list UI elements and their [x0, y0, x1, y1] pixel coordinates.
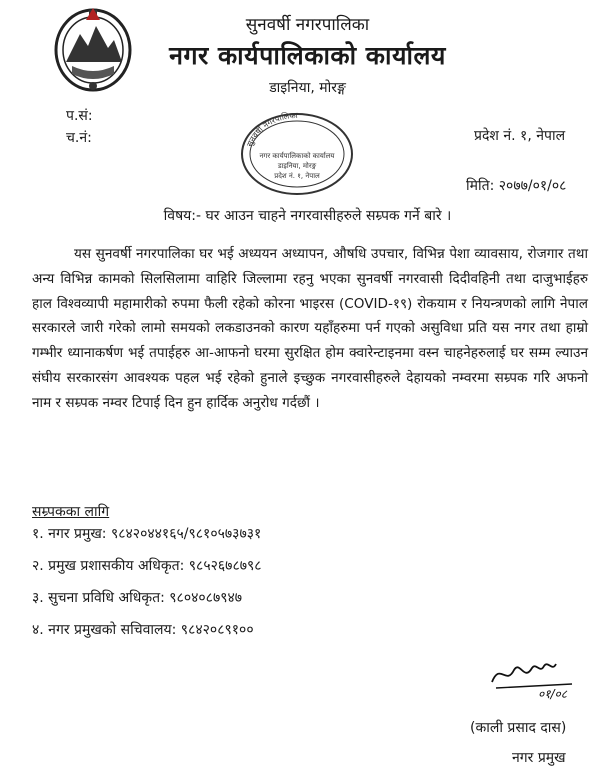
- contact-item-cao: २. प्रमुख प्रशासकीय अधिकृत: ९८५२६७८७९८: [32, 558, 262, 574]
- municipality-name: सुनवर्षी नगरपालिका: [245, 15, 370, 35]
- office-location: डाइनिया, मोरङ्ग: [269, 80, 346, 96]
- stamp-line1: नगर कार्यपालिकाको कार्यालय: [259, 152, 335, 160]
- stamp-line3: प्रदेश नं. १, नेपाल: [274, 172, 320, 180]
- contact-item-it-officer: ३. सुचना प्रविधि अधिकृत: ९८०४०८७९४७: [32, 590, 243, 606]
- handwritten-signature-icon: [486, 652, 586, 704]
- signer-name: (काली प्रसाद दास): [470, 720, 567, 736]
- body-paragraph: यस सुनवर्षी नगरपालिका घर भई अध्ययन अध्यापन, औषधि उपचार, विभिन्न पेशा व्यावसाय, रोजगार तथा अन्य विभिन्न कामको सिलसिलामा वाहिरि जिल्लामा रहनु भएका सुनवर्षी नगरवासी दिदीवहिनी तथा दाजुभाईहरु हाल विश्वव्यापी महामारीको रुपमा फैली रहेको कोरना भाइरस (COVID-१९) रोकयाम र नियन्त्रणको लागि नेपाल सरकारले जारी गरेको लामो समयको लकडाउनको कारण यहाँहरुमा पर्न गएको असुविधा प्रति यस नगर तथा हाम्रो गम्भीर ध्यानाकर्षण भई तपाईहरु आ-आफनो घरमा सुरक्षित होम क्वारेन्टाइनमा वस्न चाहनेहरुलाई घर सम्म ल्याउन संघीय सरकारसंग आवश्यक पहल भई रहेको हुनाले इच्छुक नगरवासीहरुले देहायको नम्वरमा सम्र्पक गरि अफनो नाम र सम्र्पक नम्वर टिपाई दिन हुन हार्दिक अनुरोध गर्दछौं ।: [32, 246, 588, 411]
- reference-cn-label: च.नं:: [66, 130, 92, 146]
- stamp-line2: डाइनिया, मोरङ्ग: [277, 162, 317, 170]
- contact-item-secretariat: ४. नगर प्रमुखको सचिवालय: ९८४२०८९१००: [32, 622, 254, 638]
- signer-title: नगर प्रमुख: [512, 750, 566, 766]
- reference-ps-label: प.सं:: [66, 108, 93, 124]
- contacts-heading: सम्र्पकका लागि: [32, 504, 110, 520]
- svg-text:०१/०८: ०१/०८: [538, 687, 568, 701]
- subject-line: विषय:- घर आउन चाहने नगरवासीहरुले सम्र्पक गर्ने बारे ।: [163, 208, 452, 224]
- stamp-ring-text: सुनवर्षी नगरपालिका: [245, 110, 298, 148]
- office-stamp-icon: [232, 104, 362, 196]
- province-label: प्रदेश नं. १, नेपाल: [474, 128, 566, 144]
- date-label: मिति: २०७७/०१/०८: [466, 178, 567, 194]
- contact-item-mayor: १. नगर प्रमुख: ९८४२०४४१६५/९८१०५७३७३१: [32, 526, 262, 542]
- office-name: नगर कार्यपालिकाको कार्यालय: [169, 41, 446, 70]
